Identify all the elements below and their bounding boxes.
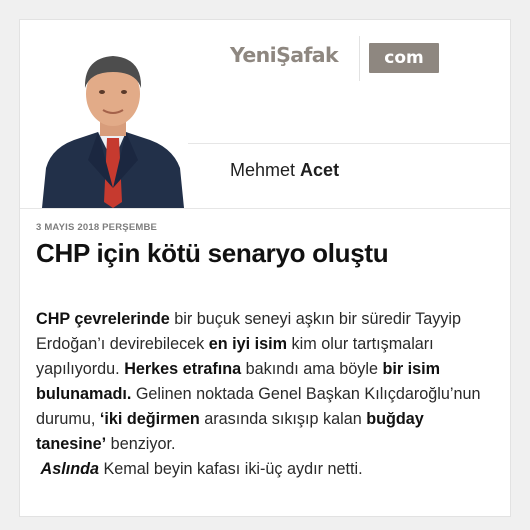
article-title[interactable]: CHP için kötü senaryo oluştu [36, 238, 389, 268]
article-date: 3 MAYIS 2018 PERŞEMBE [36, 222, 158, 233]
body-bold-text: CHP çevrelerinde [36, 310, 170, 328]
body-text: Gelinen noktada Genel Başkan Kılıçdaroğlu’nun durumu, [36, 385, 481, 428]
brand-logo[interactable]: YeniŞafak [230, 43, 339, 67]
body-text: bakındı ama böyle [241, 360, 383, 378]
body-bold-text: buğday tanesine’ [36, 410, 424, 453]
body-bold-text: ‘iki değirmen [99, 410, 200, 428]
article-body [36, 307, 496, 482]
body-bold-text: en iyi isim [208, 335, 288, 353]
body-text: bir buçuk seneyi aşkın bir süredir Tayyip Erdoğan’ı devirebilecek [36, 310, 461, 353]
article-card [19, 19, 511, 517]
article-header [20, 20, 510, 209]
body-bold-italic-text: Aslında [40, 460, 99, 478]
com-badge[interactable]: com [369, 43, 439, 73]
body-text: kim olur tartışmaları yapılıyordu. [36, 335, 434, 378]
header-divider [188, 143, 510, 144]
body-text: benziyor. [106, 435, 176, 453]
body-bold-text: bir isim bulunamadı. [36, 360, 441, 403]
body-bold-text: Herkes etrafına [124, 360, 242, 378]
author-name[interactable] [230, 160, 339, 181]
author-photo [38, 42, 188, 208]
body-text: Kemal beyin kafası iki-üç aydır netti. [98, 460, 363, 478]
author-first-name: Mehmet [230, 160, 296, 180]
body-text: arasında sıkışıp kalan [199, 410, 367, 428]
author-last-name: Acet [300, 160, 340, 180]
logo-divider [359, 36, 360, 81]
